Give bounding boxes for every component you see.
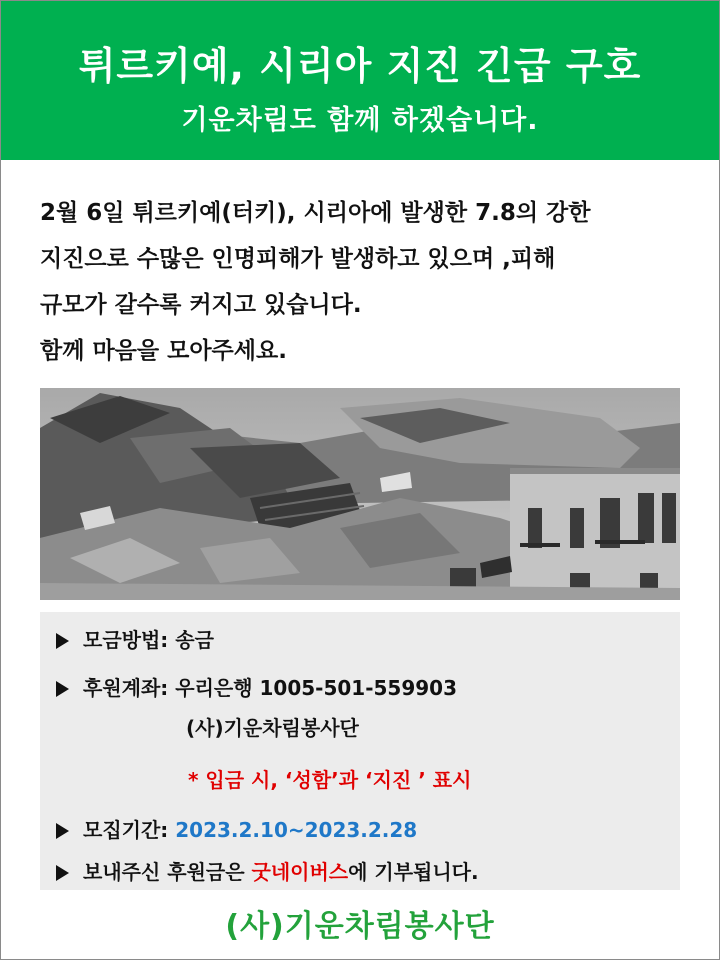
account-row — [56, 674, 457, 702]
account-holder: (사)기운차림봉사단 — [186, 716, 359, 740]
donation-recipient: 굿네이버스 — [251, 860, 349, 884]
intro-text — [40, 190, 690, 374]
donation-prefix: 보내주신 후원금은 — [83, 860, 245, 884]
bullet-triangle-icon — [56, 681, 69, 697]
period-value: 2023.2.10~2023.2.28 — [175, 818, 418, 842]
method-value: 송금 — [175, 628, 214, 652]
bullet-triangle-icon — [56, 865, 69, 881]
earthquake-rubble-photo — [40, 388, 680, 600]
bullet-triangle-icon — [56, 633, 69, 649]
intro-line: 규모가 갈수록 커지고 있습니다. — [40, 292, 362, 318]
deposit-notice: * 입금 시, ‘성함’과 ‘지진 ’ 표시 — [188, 768, 472, 792]
intro-line: 지진으로 수많은 인명피해가 발생하고 있으며 ,피해 — [40, 246, 556, 272]
period-row — [56, 816, 417, 844]
organization-name: (사)기운차림봉사단 — [225, 909, 495, 944]
donation-info-box — [40, 612, 680, 890]
intro-line: 2월 6일 튀르키예(터키), 시리아에 발생한 7.8의 강한 — [40, 200, 591, 226]
intro-line: 함께 마음을 모아주세요. — [40, 338, 287, 364]
organization-logo — [0, 905, 720, 949]
account-label: 후원계좌: — [83, 676, 169, 700]
account-value: 우리은행 1005-501-559903 — [175, 676, 458, 700]
page-title: 튀르키예, 시리아 지진 긴급 구호 — [78, 44, 642, 88]
bullet-triangle-icon — [56, 823, 69, 839]
header-banner — [1, 1, 719, 160]
fundraising-method-row — [56, 626, 214, 654]
donation-suffix: 에 기부됩니다. — [348, 860, 479, 884]
period-label: 모집기간: — [83, 818, 169, 842]
page-subtitle: 기운차림도 함께 하겠습니다. — [181, 105, 539, 136]
donation-destination-row — [56, 858, 479, 886]
rubble-illustration — [40, 388, 680, 600]
method-label: 모금방법: — [83, 628, 169, 652]
